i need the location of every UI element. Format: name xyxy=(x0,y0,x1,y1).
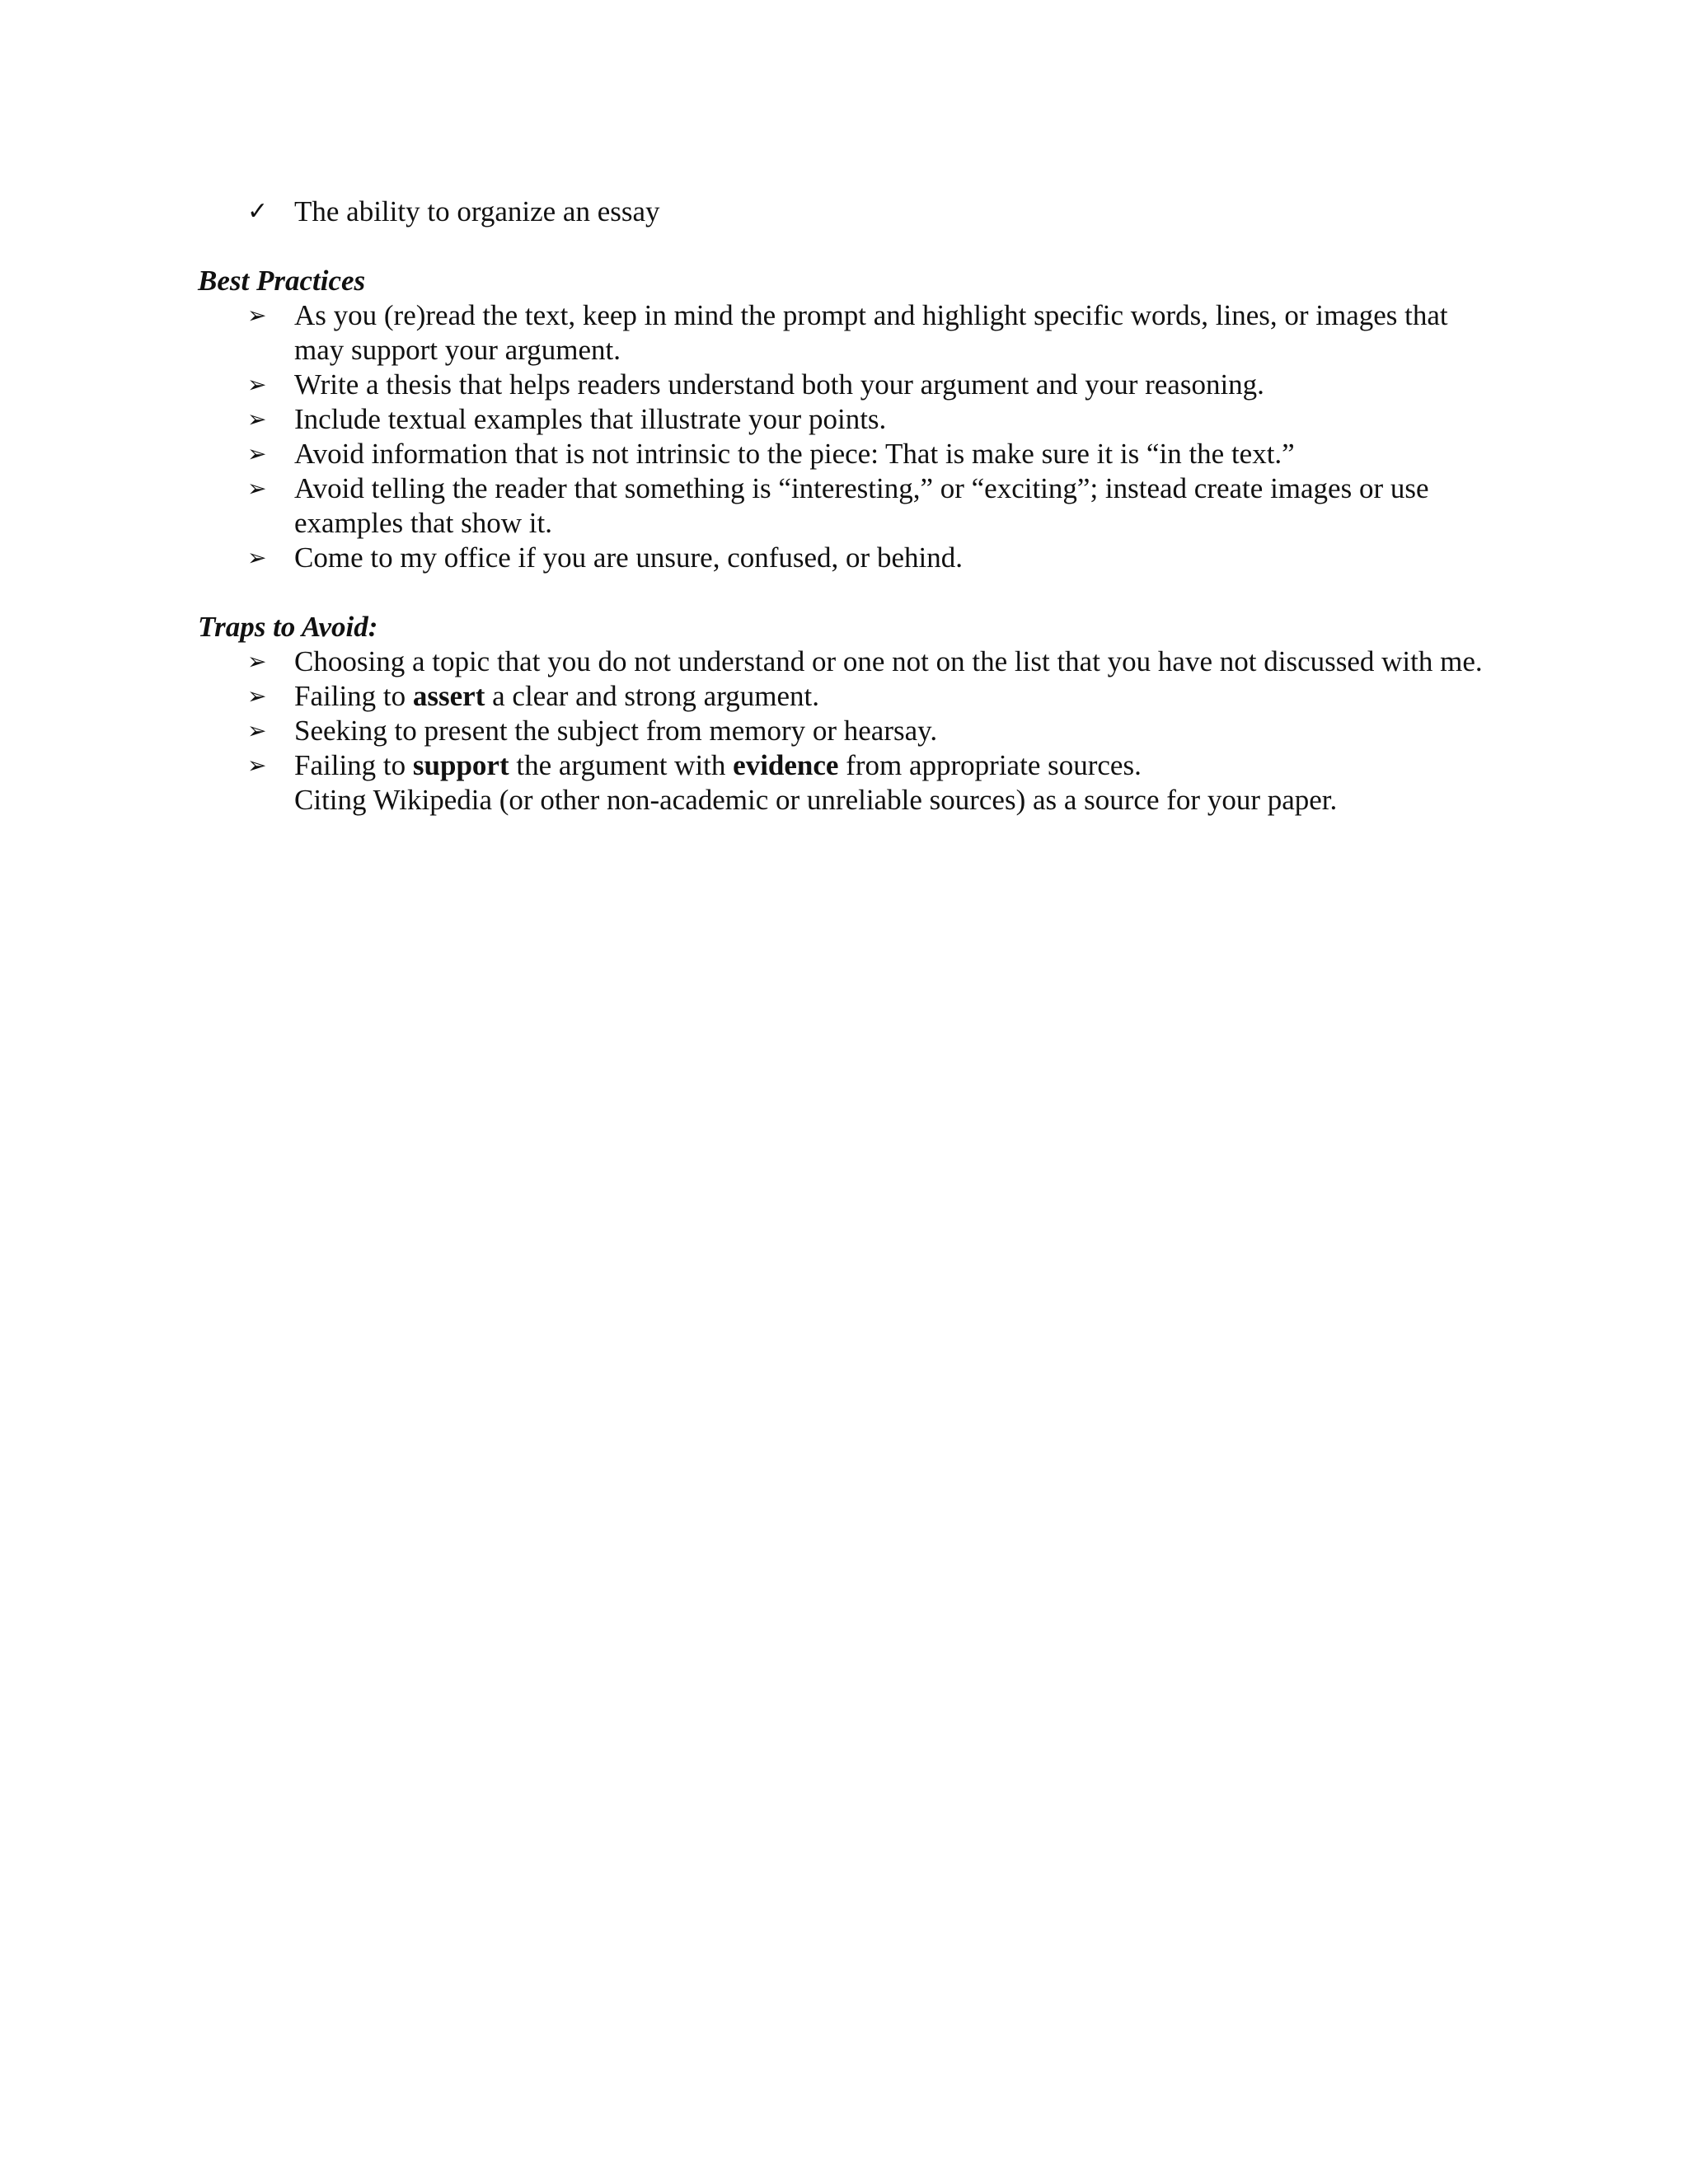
arrow-bullet-icon: ➢ xyxy=(247,752,267,779)
list-item xyxy=(198,541,1484,575)
list-item-text: Choosing a topic that you do not understand or one not on the list that you have not discussed with me. xyxy=(294,645,1483,677)
arrow-bullet-icon: ➢ xyxy=(247,371,267,398)
list-item-text-pre: Failing to xyxy=(294,680,413,712)
list-item-text: Avoid information that is not intrinsic to the piece: That is make sure it is “in the text.” xyxy=(294,438,1295,470)
list-item-text: Include textual examples that illustrate your points. xyxy=(294,403,887,435)
list-item xyxy=(198,679,1484,714)
arrow-bullet-icon: ➢ xyxy=(247,544,267,571)
list-item-text: Avoid telling the reader that something is “interesting,” or “exciting”; instead create images or use examples that show it. xyxy=(294,472,1429,539)
list-item xyxy=(198,437,1484,471)
arrow-bullet-icon: ➢ xyxy=(247,648,267,675)
list-item-text-post: a clear and strong argument. xyxy=(485,680,819,712)
list-item xyxy=(198,644,1484,679)
list-item xyxy=(198,298,1484,368)
list-item-text: Seeking to present the subject from memory or hearsay. xyxy=(294,715,938,747)
list-item xyxy=(198,368,1484,402)
trailing-line: Citing Wikipedia (or other non-academic or unreliable sources) as a source for your paper. xyxy=(294,784,1338,816)
emphasis-text: assert xyxy=(412,680,485,712)
list-item-text: Come to my office if you are unsure, confused, or behind. xyxy=(294,541,963,574)
list-item xyxy=(198,471,1484,541)
emphasis-text: support xyxy=(412,749,509,781)
section-heading-traps: Traps to Avoid: xyxy=(198,611,378,643)
list-item xyxy=(198,402,1484,437)
arrow-bullet-icon: ➢ xyxy=(247,717,267,744)
section-heading-best-practices: Best Practices xyxy=(198,265,366,297)
list-item-text: As you (re)read the text, keep in mind the prompt and highlight specific words, lines, or images that may support your argument. xyxy=(294,299,1448,366)
list-item-text-pre: Failing to xyxy=(294,749,413,781)
arrow-bullet-icon: ➢ xyxy=(247,302,267,329)
emphasis-text: evidence xyxy=(733,749,839,781)
list-item-text-mid: the argument with xyxy=(509,749,734,781)
list-item-text: The ability to organize an essay xyxy=(294,195,660,227)
arrow-bullet-icon: ➢ xyxy=(247,475,267,502)
list-item xyxy=(198,714,1484,748)
list-item-text-post: from appropriate sources. xyxy=(838,749,1142,781)
arrow-bullet-icon: ➢ xyxy=(247,405,267,433)
list-item-text: Write a thesis that helps readers understand both your argument and your reasoning. xyxy=(294,368,1264,401)
arrow-bullet-icon: ➢ xyxy=(247,682,267,710)
checkmark-icon: ✓ xyxy=(247,197,269,226)
document-content xyxy=(198,194,1484,818)
list-item xyxy=(198,748,1484,783)
list-item xyxy=(198,194,1484,229)
arrow-bullet-icon: ➢ xyxy=(247,440,267,467)
